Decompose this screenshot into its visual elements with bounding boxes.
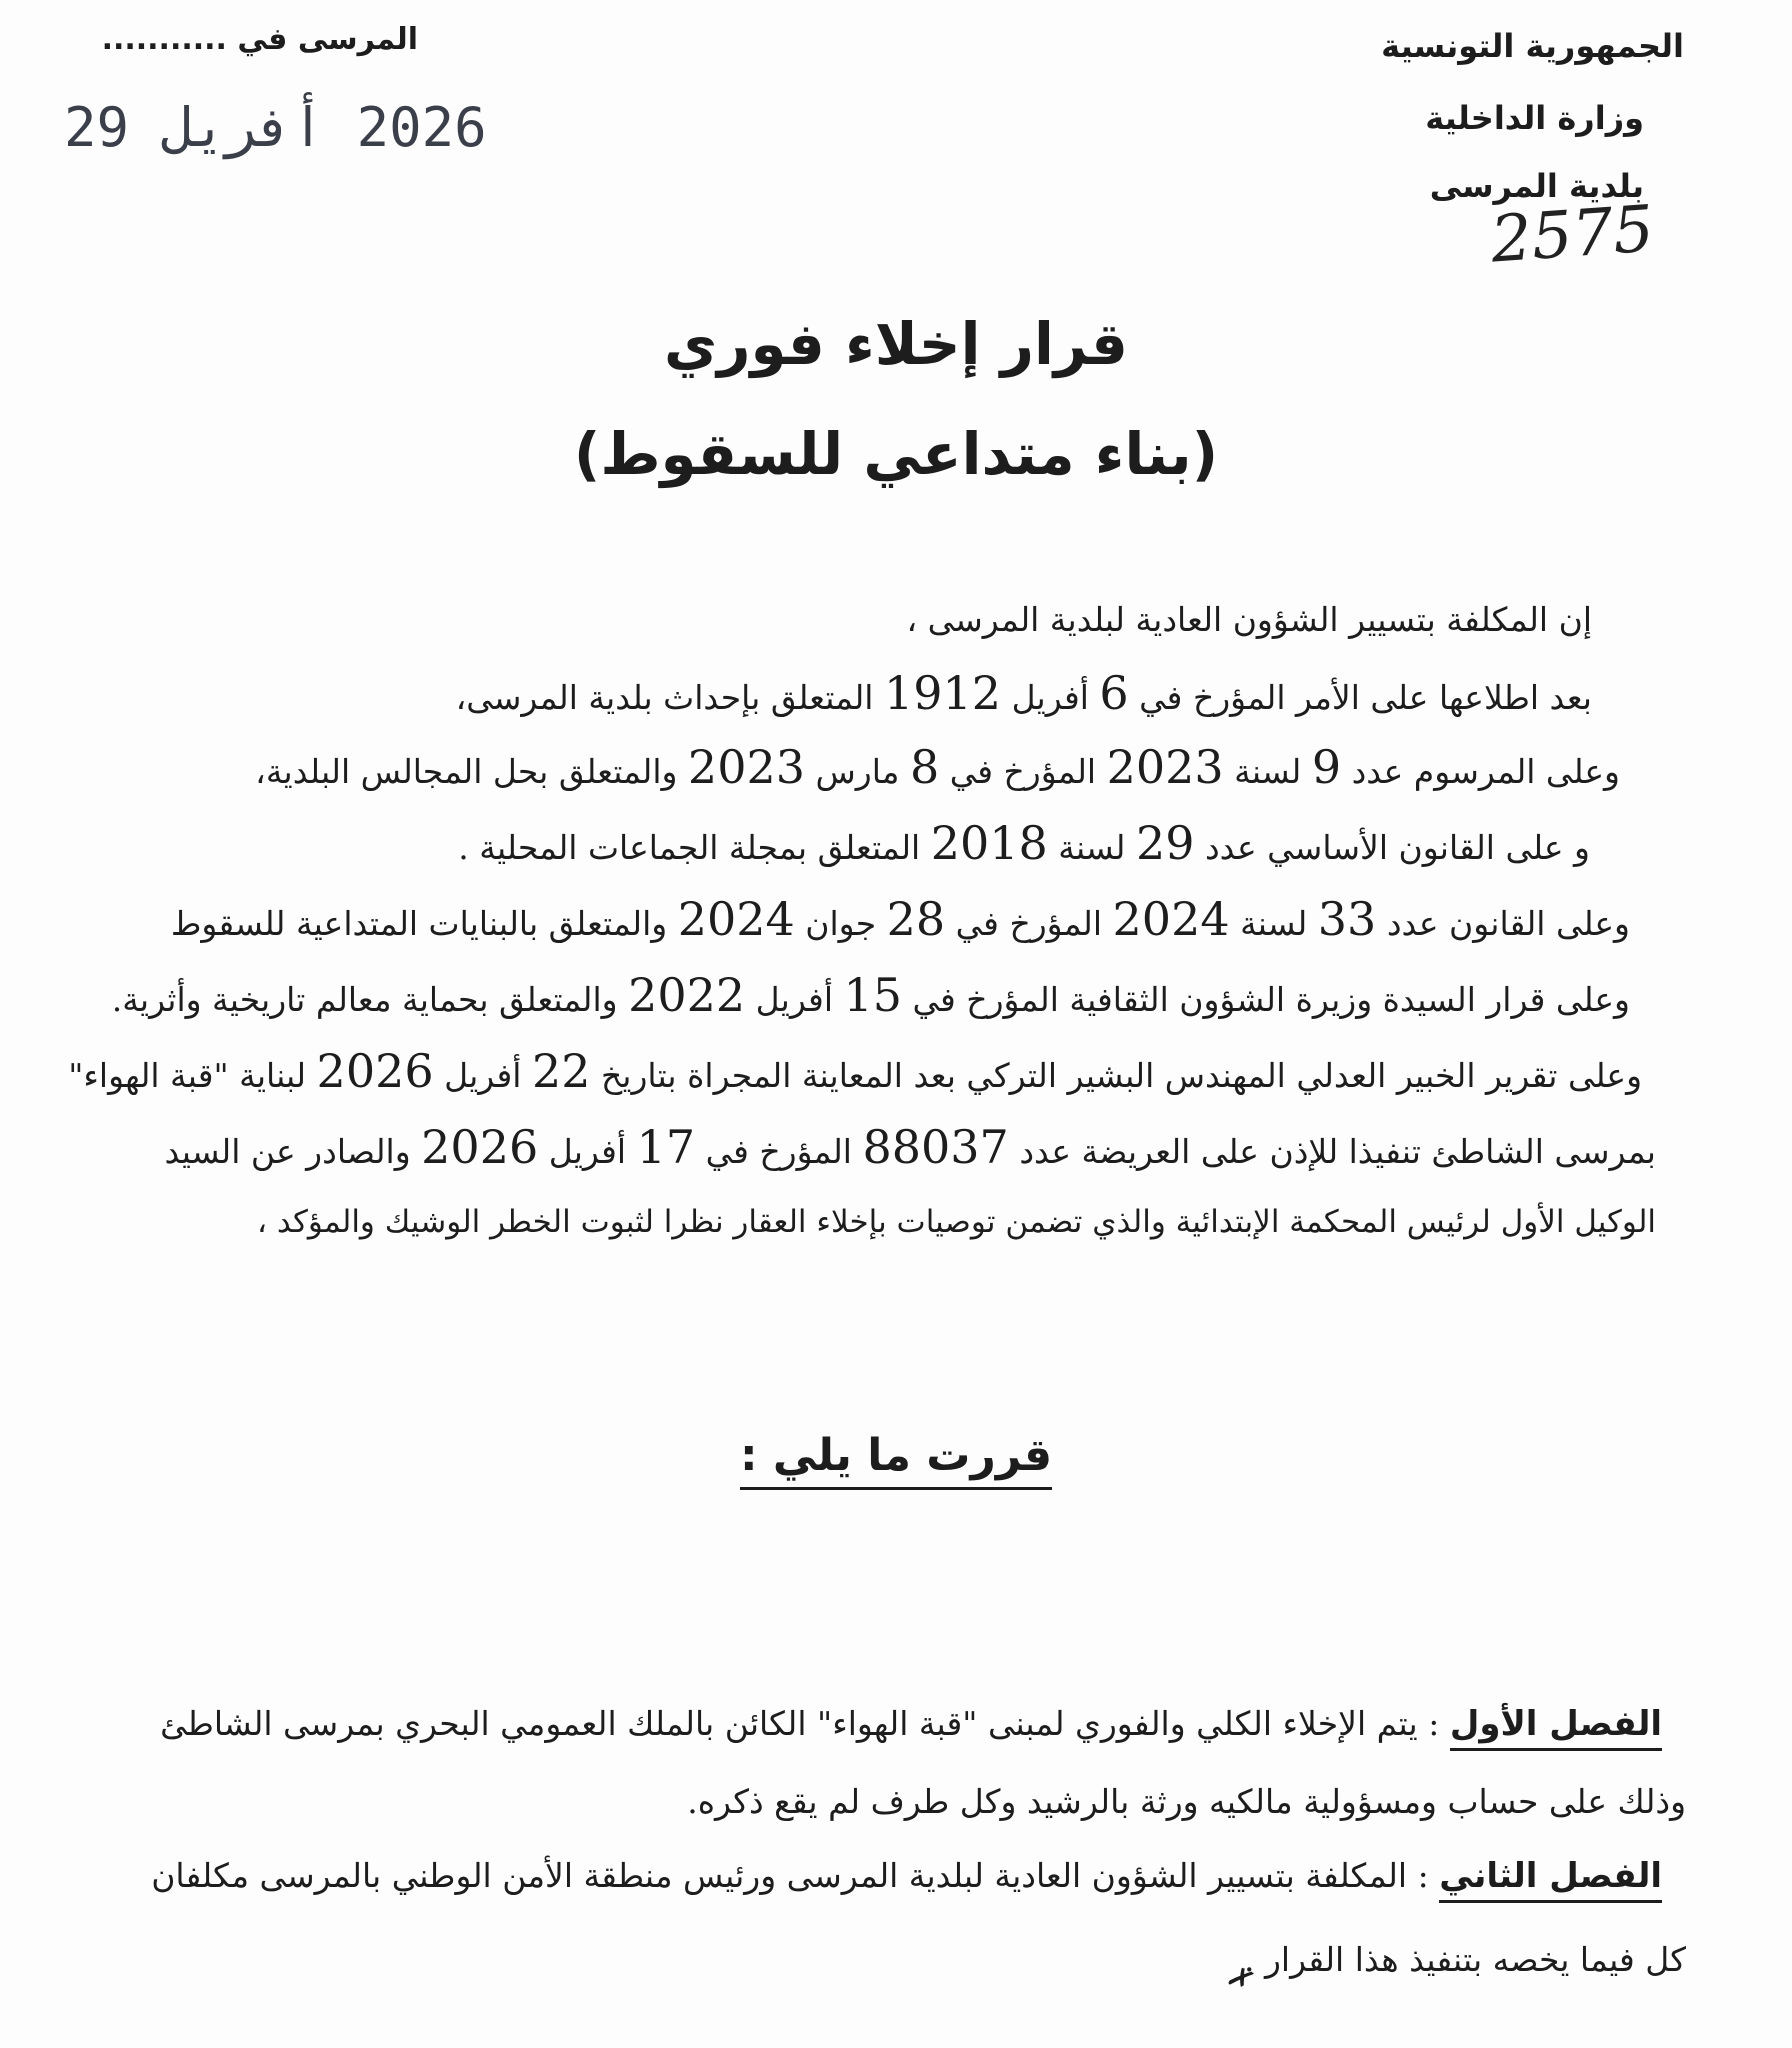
preamble-line-1 [456, 666, 1592, 720]
preamble-intro: إن المكلفة بتسيير الشؤون العادية لبلدية المرسى ، [906, 600, 1592, 639]
text: أفريل [755, 980, 833, 1019]
text: لبناية "قبة الهواء" [68, 1056, 307, 1095]
preamble-line-6 [68, 1044, 1642, 1098]
number: 6 [1099, 666, 1129, 720]
article-1-line-2: وذلك على حساب ومسؤولية مالكيه ورثة بالرشيد وكل طرف لم يقع ذكره. [687, 1782, 1686, 1821]
preamble-line-2 [255, 740, 1620, 794]
decision-heading-text: قررت ما يلي : [740, 1430, 1052, 1490]
number: 22 [531, 1044, 591, 1098]
text: أفريل [548, 1132, 627, 1171]
text: و على القانون الأساسي عدد [1204, 828, 1590, 867]
text: والمتعلق بالبنايات المتداعية للسقوط [170, 904, 668, 943]
article-1-text: : يتم الإخلاء الكلي والفوري لمبنى "قبة الهواء" الكائن بالملك العمومي البحري بمرسى الشاطئ [160, 1704, 1440, 1743]
text: المتعلق بإحداث بلدية المرسى، [455, 678, 874, 717]
ministry-name: وزارة الداخلية [1425, 99, 1644, 137]
place-date-line: المرسى في ........... [101, 22, 418, 57]
text: وعلى القانون عدد [1386, 904, 1630, 943]
number: 2023 [687, 740, 805, 794]
number: 33 [1317, 892, 1377, 946]
preamble-line-4 [171, 892, 1630, 946]
number: 2018 [930, 816, 1048, 870]
text: أفريل [444, 1056, 522, 1095]
text: المؤرخ في [955, 904, 1103, 943]
number: 88037 [862, 1120, 1009, 1174]
text: لسنة [1234, 752, 1302, 791]
text: المؤرخ في [705, 1132, 852, 1171]
text: مارس [815, 752, 900, 791]
decision-heading [0, 1430, 1792, 1481]
text: وعلى المرسوم عدد [1351, 752, 1620, 791]
number: 17 [636, 1120, 696, 1174]
text: لسنة [1058, 828, 1126, 867]
article-1-line-1 [160, 1704, 1662, 1744]
text: والصادر عن السيد [164, 1132, 411, 1171]
text: والمتعلق بحل المجالس البلدية، [255, 752, 678, 791]
text: لسنة [1240, 904, 1308, 943]
number: 2022 [628, 968, 746, 1022]
text: بمرسى الشاطئ تنفيذا للإذن على العريضة عدد [1019, 1132, 1656, 1171]
handwritten-mark-icon: ✗ [1220, 1958, 1261, 2001]
text: بعد اطلاعها على الأمر المؤرخ في [1139, 678, 1592, 717]
article-2-text: : المكلفة بتسيير الشؤون العادية لبلدية المرسى ورئيس منطقة الأمن الوطني بالمرسى مكلفان [151, 1856, 1429, 1895]
article-2-line-1 [151, 1856, 1662, 1896]
number: 2026 [316, 1044, 434, 1098]
preamble-line-5 [112, 968, 1630, 1022]
text: أفريل [1011, 678, 1089, 717]
preamble-line-7 [164, 1120, 1656, 1174]
text: جوان [805, 904, 877, 943]
preamble-line-8: الوكيل الأول لرئيس المحكمة الإبتدائية والذي تضمن توصيات بإخلاء العقار نظرا لثبوت الخطر الوشيك والمؤكد ، [257, 1204, 1656, 1240]
decision-title: قرار إخلاء فوري [664, 310, 1128, 378]
number: 15 [843, 968, 903, 1022]
number: 2023 [1106, 740, 1224, 794]
number: 1912 [883, 666, 1002, 720]
preamble-line-3 [458, 816, 1590, 870]
number: 28 [886, 892, 946, 946]
article-2-line-2: كل فيما يخصه بتنفيذ هذا القرار . [1244, 1940, 1686, 1979]
number: 2026 [421, 1120, 539, 1174]
article-2-label: الفصل الثاني [1439, 1856, 1662, 1903]
number: 9 [1311, 740, 1342, 794]
republic-name: الجمهورية التونسية [1381, 27, 1684, 65]
text: المتعلق بمجلة الجماعات المحلية . [458, 828, 921, 867]
number: 2024 [1112, 892, 1230, 946]
article-1-label: الفصل الأول [1450, 1704, 1662, 1751]
text: وعلى قرار السيدة وزيرة الشؤون الثقافية المؤرخ في [912, 980, 1630, 1019]
number: 29 [1135, 816, 1195, 870]
date-stamp: 2026 أفريل 29 [64, 96, 487, 159]
text: وعلى تقرير الخبير العدلي المهندس البشير التركي بعد المعاينة المجراة بتاريخ [601, 1056, 1642, 1095]
number: 8 [909, 740, 940, 794]
text: والمتعلق بحماية معالم تاريخية وأثرية. [111, 980, 618, 1019]
handwritten-reference-number: 2575 [1488, 192, 1657, 278]
text: المؤرخ في [949, 752, 1097, 791]
municipality-name: بلدية المرسى [1429, 167, 1644, 205]
decision-subtitle: (بناء متداعي للسقوط) [573, 420, 1219, 488]
number: 2024 [677, 892, 795, 946]
